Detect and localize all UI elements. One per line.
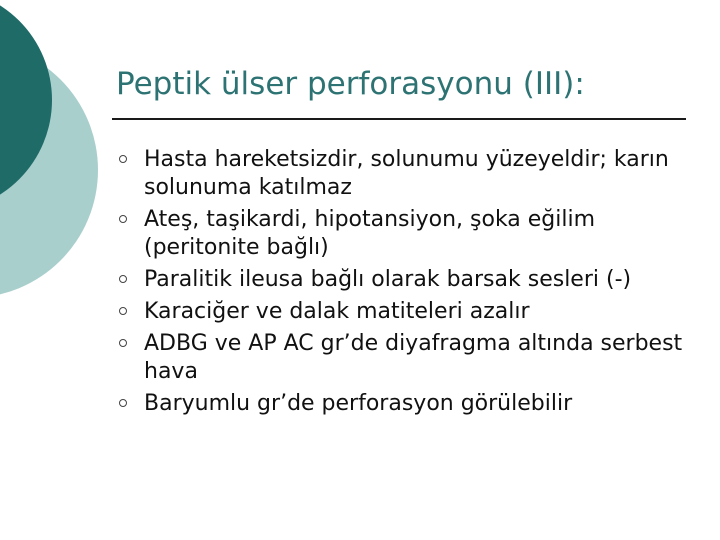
hollow-circle-bullet-icon bbox=[119, 307, 127, 315]
bullet-text: Karaciğer ve dalak matiteleri azalır bbox=[144, 299, 530, 324]
hollow-circle-bullet-icon bbox=[119, 399, 127, 407]
bullet-text: ADBG ve AP AC gr’de diyafragma altında serbest hava bbox=[144, 331, 683, 384]
slide-title: Peptik ülser perforasyonu (III): bbox=[116, 66, 585, 102]
bullet-item bbox=[112, 266, 692, 294]
bullet-list bbox=[112, 146, 692, 422]
bullet-text: Ateş, taşikardi, hipotansiyon, şoka eğilim (peritonite bağlı) bbox=[144, 207, 596, 260]
hollow-circle-bullet-icon bbox=[119, 275, 127, 283]
hollow-circle-bullet-icon bbox=[119, 339, 127, 347]
bullet-text: Baryumlu gr’de perforasyon görülebilir bbox=[144, 391, 573, 416]
bullet-text: Hasta hareketsizdir, solunumu yüzeyeldir; karın solunuma katılmaz bbox=[144, 147, 669, 200]
bullet-item bbox=[112, 146, 692, 202]
bullet-item bbox=[112, 206, 692, 262]
hollow-circle-bullet-icon bbox=[119, 215, 127, 223]
hollow-circle-bullet-icon bbox=[119, 155, 127, 163]
bullet-item bbox=[112, 330, 692, 386]
bullet-text: Paralitik ileusa bağlı olarak barsak sesleri (-) bbox=[144, 267, 632, 292]
bullet-item bbox=[112, 390, 692, 418]
title-divider bbox=[112, 118, 686, 120]
bullet-item bbox=[112, 298, 692, 326]
